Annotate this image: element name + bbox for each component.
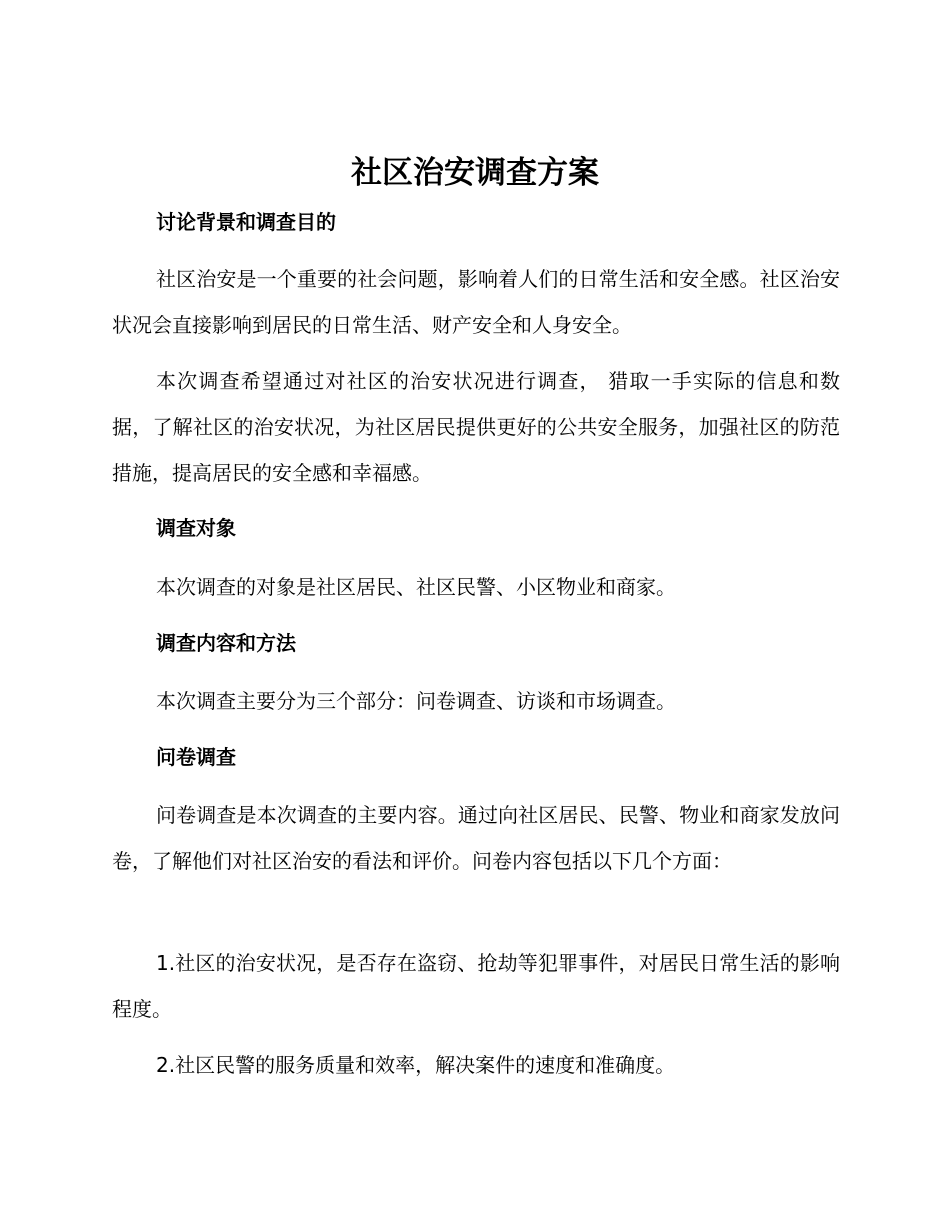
section-heading-background: 讨论背景和调查目的 — [156, 210, 336, 234]
section-heading-content: 调查内容和方法 — [156, 631, 296, 655]
paragraph-object-1: 本次调查的对象是社区居民、社区民警、小区物业和商家。 — [156, 575, 676, 599]
list-item-1: 1.社区的治安状况，是否存在盗窃、抢劫等犯罪事件，对居民日常生活的影响程度。 — [112, 951, 840, 1021]
section-heading-survey: 问卷调查 — [156, 745, 236, 769]
list-item-2: 2.社区民警的服务质量和效率，解决案件的速度和准确度。 — [156, 1053, 676, 1077]
paragraph-survey-1: 问卷调查是本次调查的主要内容。通过向社区居民、民警、物业和商家发放问卷，了解他们对社区治安的看法和评价。问卷内容包括以下几个方面： — [112, 803, 840, 873]
paragraph-background-2: 本次调查希望通过对社区的治安状况进行调查， 猎取一手实际的信息和数据，了解社区的治安状况，为社区居民提供更好的公共安全服务，加强社区的防范措施，提高居民的安全感和幸福感。 — [112, 369, 840, 485]
section-heading-object: 调查对象 — [156, 516, 236, 540]
document-title: 社区治安调查方案 — [351, 155, 599, 191]
paragraph-background-1: 社区治安是一个重要的社会问题，影响着人们的日常生活和安全感。社区治安状况会直接影响到居民的日常生活、财产安全和人身安全。 — [112, 267, 840, 337]
paragraph-content-1: 本次调查主要分为三个部分：问卷调查、访谈和市场调查。 — [156, 689, 676, 713]
